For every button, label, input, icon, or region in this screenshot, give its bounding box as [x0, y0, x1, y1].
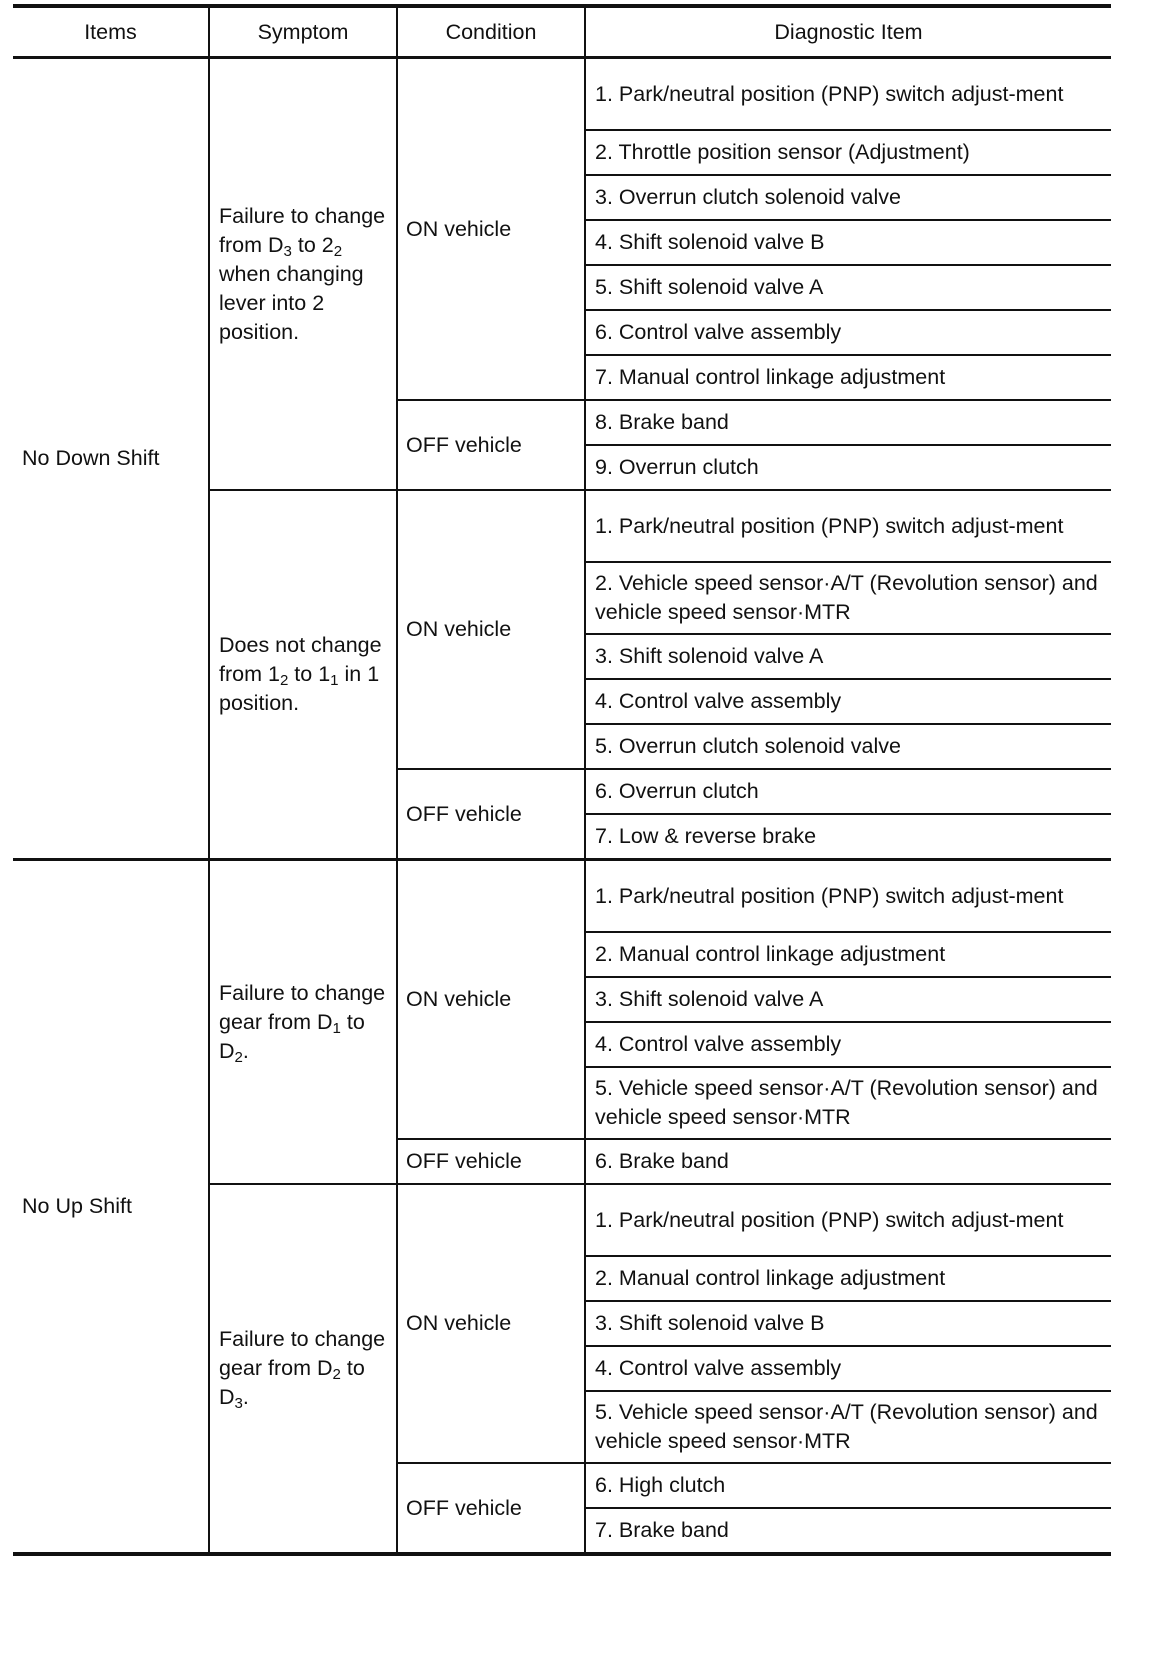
symptom-text: .	[242, 1038, 249, 1063]
symptom-text: Failure to change from D	[219, 203, 386, 257]
header-symptom: Symptom	[209, 6, 397, 58]
symptom-text: Does not change from 1	[219, 633, 382, 686]
condition-cell: ON vehicle	[397, 58, 585, 401]
symptom-text: to 2	[291, 232, 334, 257]
header-row	[13, 6, 1111, 58]
condition-cell: OFF vehicle	[397, 769, 585, 860]
condition-cell: OFF vehicle	[397, 1139, 585, 1184]
diagnostic-item-cell: 6. Brake band	[585, 1139, 1111, 1184]
diagnostic-item-cell: 1. Park/neutral position (PNP) switch adjust-ment	[585, 490, 1111, 562]
symptom-subscript: 2	[279, 671, 289, 689]
symptom-text: to D	[219, 1356, 365, 1409]
symptom-subscript: 2	[333, 242, 343, 260]
diagnostic-item-cell: 4. Shift solenoid valve B	[585, 220, 1111, 265]
diagnostic-item-cell: 5. Vehicle speed sensor·A/T (Revolution sensor) and vehicle speed sensor·MTR	[585, 1391, 1111, 1463]
diagnostic-item-cell: 6. Overrun clutch	[585, 769, 1111, 814]
symptom-cell	[209, 1184, 397, 1554]
diagnostic-item-cell: 2. Manual control linkage adjustment	[585, 932, 1111, 977]
symptom-cell	[209, 58, 397, 491]
symptom-subscript: 1	[332, 1019, 341, 1037]
symptom-text: .	[242, 1385, 249, 1409]
diagnostic-item-cell: 7. Brake band	[585, 1508, 1111, 1554]
symptom-text: Failure to change gear from D	[219, 980, 386, 1034]
condition-cell: ON vehicle	[397, 1184, 585, 1463]
header-diagnostic-item: Diagnostic Item	[585, 6, 1111, 58]
diagnostic-item-cell: 2. Throttle position sensor (Adjustment)	[585, 130, 1111, 175]
header-condition: Condition	[397, 6, 585, 58]
diagnostic-item-cell: 9. Overrun clutch	[585, 445, 1111, 490]
table-row	[13, 58, 1111, 131]
symptom-cell	[209, 860, 397, 1185]
diagnostic-item-cell: 5. Vehicle speed sensor·A/T (Revolution sensor) and vehicle speed sensor·MTR	[585, 1067, 1111, 1139]
symptom-text: Failure to change gear from D	[219, 1327, 386, 1380]
diagnostic-item-cell: 5. Shift solenoid valve A	[585, 265, 1111, 310]
symptom-subscript: 2	[332, 1365, 341, 1383]
item-cell: No Up Shift	[13, 860, 209, 1555]
diagnostic-item-cell: 5. Overrun clutch solenoid valve	[585, 724, 1111, 769]
symptom-text: when changing lever into 2 position.	[219, 261, 364, 344]
table-body	[13, 58, 1111, 1555]
item-cell: No Down Shift	[13, 58, 209, 860]
diagnostic-item-cell: 6. Control valve assembly	[585, 310, 1111, 355]
diagnostic-item-cell: 6. High clutch	[585, 1463, 1111, 1508]
diagnostic-item-cell: 1. Park/neutral position (PNP) switch adjust-ment	[585, 860, 1111, 933]
diagnostic-item-cell: 7. Low & reverse brake	[585, 814, 1111, 860]
condition-cell: OFF vehicle	[397, 400, 585, 490]
symptom-subscript: 1	[330, 671, 339, 689]
diagnostic-item-cell: 3. Shift solenoid valve B	[585, 1301, 1111, 1346]
diagnostic-item-cell: 2. Vehicle speed sensor·A/T (Revolution sensor) and vehicle speed sensor·MTR	[585, 562, 1111, 634]
condition-cell: OFF vehicle	[397, 1463, 585, 1554]
diagnostic-item-cell: 1. Park/neutral position (PNP) switch adjust-ment	[585, 1184, 1111, 1256]
condition-cell: ON vehicle	[397, 490, 585, 769]
header-items: Items	[13, 6, 209, 58]
condition-cell: ON vehicle	[397, 860, 585, 1140]
diagnostic-item-cell: 3. Shift solenoid valve A	[585, 977, 1111, 1022]
table-row	[13, 860, 1111, 933]
diagnostic-item-cell: 3. Shift solenoid valve A	[585, 634, 1111, 679]
diagnostic-item-cell: 4. Control valve assembly	[585, 1346, 1111, 1391]
diagnostic-item-cell: 8. Brake band	[585, 400, 1111, 445]
symptom-text: in 1 position.	[219, 662, 380, 715]
symptom-text: to 1	[288, 662, 331, 686]
diagnostic-item-cell: 3. Overrun clutch solenoid valve	[585, 175, 1111, 220]
diagnostic-item-cell: 1. Park/neutral position (PNP) switch adjust-ment	[585, 58, 1111, 131]
symptom-subscript: 2	[234, 1048, 243, 1066]
diagnostic-item-cell: 7. Manual control linkage adjustment	[585, 355, 1111, 400]
symptom-subscript: 3	[234, 1394, 243, 1412]
diagnostic-item-cell: 2. Manual control linkage adjustment	[585, 1256, 1111, 1301]
symptom-subscript: 3	[283, 242, 292, 260]
diagnostic-item-cell: 4. Control valve assembly	[585, 679, 1111, 724]
symptom-text: to D	[219, 1009, 365, 1063]
diagnostic-item-cell: 4. Control valve assembly	[585, 1022, 1111, 1067]
diagnostic-table	[13, 4, 1111, 1556]
symptom-cell	[209, 490, 397, 860]
